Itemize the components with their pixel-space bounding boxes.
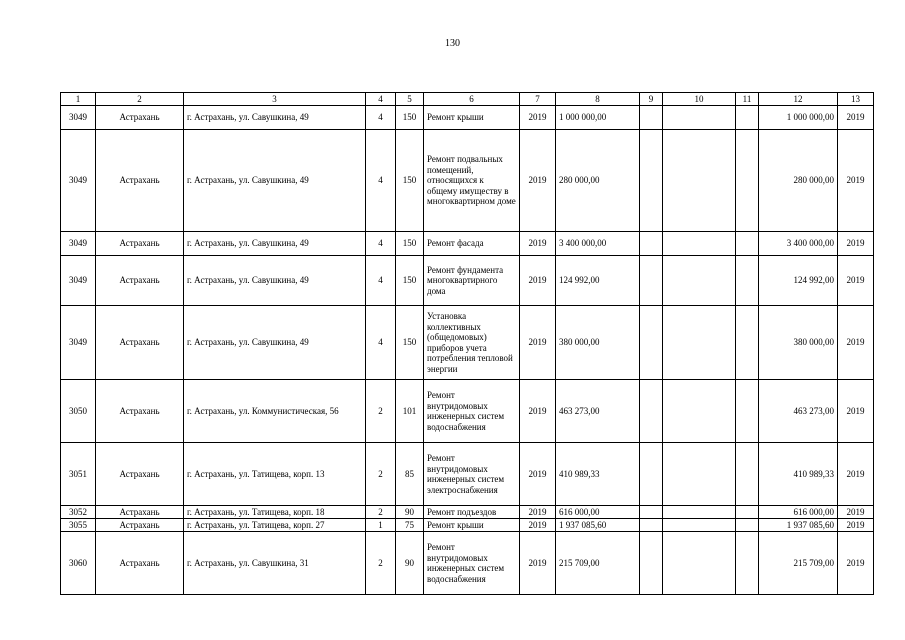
cell-col-9	[640, 443, 663, 506]
cell-floors: 2	[366, 532, 396, 595]
cell-owner-funds: 1 937 085,60	[759, 519, 838, 532]
cell-col-9	[640, 380, 663, 443]
cell-end-year: 2019	[838, 256, 874, 306]
table-row	[61, 532, 874, 595]
cell-year: 2019	[520, 256, 556, 306]
column-header: 5	[396, 93, 424, 106]
table-row	[61, 306, 874, 380]
cell-floors: 4	[366, 306, 396, 380]
column-header: 8	[556, 93, 640, 106]
cell-col-11	[736, 130, 759, 232]
cell-floors: 4	[366, 106, 396, 130]
cell-end-year: 2019	[838, 380, 874, 443]
cell-end-year: 2019	[838, 443, 874, 506]
cell-end-year: 2019	[838, 232, 874, 256]
cell-work-type: Ремонт внутридомовых инженерных систем водоснабжения	[424, 380, 520, 443]
table-row	[61, 106, 874, 130]
cell-col-9	[640, 232, 663, 256]
cell-owner-funds: 410 989,33	[759, 443, 838, 506]
cell-total-cost: 280 000,00	[556, 130, 640, 232]
cell-apartments: 85	[396, 443, 424, 506]
cell-apartments: 150	[396, 306, 424, 380]
cell-col-9	[640, 506, 663, 519]
cell-address: г. Астрахань, ул. Савушкина, 31	[184, 532, 366, 595]
cell-work-type: Ремонт подвальных помещений, относящихся к общему имуществу в многоквартирном доме	[424, 130, 520, 232]
cell-end-year: 2019	[838, 106, 874, 130]
cell-col-11	[736, 106, 759, 130]
cell-object-id: 3052	[61, 506, 96, 519]
cell-address: г. Астрахань, ул. Татищева, корп. 13	[184, 443, 366, 506]
cell-total-cost: 3 400 000,00	[556, 232, 640, 256]
cell-total-cost: 380 000,00	[556, 306, 640, 380]
cell-col-11	[736, 532, 759, 595]
cell-col-11	[736, 232, 759, 256]
cell-col-9	[640, 256, 663, 306]
table-row	[61, 256, 874, 306]
cell-year: 2019	[520, 443, 556, 506]
cell-total-cost: 124 992,00	[556, 256, 640, 306]
table-row	[61, 443, 874, 506]
cell-end-year: 2019	[838, 306, 874, 380]
cell-floors: 2	[366, 506, 396, 519]
column-header: 7	[520, 93, 556, 106]
cell-floors: 2	[366, 380, 396, 443]
cell-object-id: 3050	[61, 380, 96, 443]
cell-work-type: Ремонт внутридомовых инженерных систем электроснабжения	[424, 443, 520, 506]
cell-owner-funds: 215 709,00	[759, 532, 838, 595]
cell-owner-funds: 380 000,00	[759, 306, 838, 380]
cell-municipality: Астрахань	[96, 106, 184, 130]
cell-col-10	[663, 256, 736, 306]
table-row	[61, 232, 874, 256]
cell-col-9	[640, 106, 663, 130]
cell-object-id: 3049	[61, 232, 96, 256]
column-header: 6	[424, 93, 520, 106]
page-number: 130	[445, 38, 460, 49]
cell-address: г. Астрахань, ул. Савушкина, 49	[184, 106, 366, 130]
cell-owner-funds: 3 400 000,00	[759, 232, 838, 256]
cell-municipality: Астрахань	[96, 519, 184, 532]
cell-municipality: Астрахань	[96, 306, 184, 380]
cell-address: г. Астрахань, ул. Татищева, корп. 18	[184, 506, 366, 519]
repair-program-table	[60, 92, 874, 595]
table-body	[61, 106, 874, 595]
cell-col-11	[736, 519, 759, 532]
cell-apartments: 150	[396, 106, 424, 130]
cell-total-cost: 1 000 000,00	[556, 106, 640, 130]
cell-municipality: Астрахань	[96, 256, 184, 306]
cell-col-10	[663, 306, 736, 380]
cell-municipality: Астрахань	[96, 532, 184, 595]
cell-floors: 4	[366, 256, 396, 306]
cell-apartments: 90	[396, 506, 424, 519]
cell-object-id: 3049	[61, 106, 96, 130]
cell-municipality: Астрахань	[96, 232, 184, 256]
column-header: 13	[838, 93, 874, 106]
cell-floors: 4	[366, 130, 396, 232]
cell-address: г. Астрахань, ул. Савушкина, 49	[184, 306, 366, 380]
cell-owner-funds: 1 000 000,00	[759, 106, 838, 130]
cell-work-type: Ремонт крыши	[424, 519, 520, 532]
cell-col-11	[736, 506, 759, 519]
cell-col-9	[640, 130, 663, 232]
table-row	[61, 380, 874, 443]
cell-year: 2019	[520, 130, 556, 232]
cell-end-year: 2019	[838, 532, 874, 595]
cell-floors: 4	[366, 232, 396, 256]
column-header: 12	[759, 93, 838, 106]
cell-work-type: Ремонт фасада	[424, 232, 520, 256]
cell-total-cost: 215 709,00	[556, 532, 640, 595]
cell-object-id: 3055	[61, 519, 96, 532]
cell-object-id: 3049	[61, 256, 96, 306]
cell-object-id: 3049	[61, 130, 96, 232]
cell-col-9	[640, 519, 663, 532]
cell-col-10	[663, 532, 736, 595]
cell-year: 2019	[520, 106, 556, 130]
column-header: 4	[366, 93, 396, 106]
table-row	[61, 519, 874, 532]
cell-col-10	[663, 519, 736, 532]
column-header: 2	[96, 93, 184, 106]
cell-apartments: 150	[396, 232, 424, 256]
cell-apartments: 90	[396, 532, 424, 595]
cell-year: 2019	[520, 519, 556, 532]
cell-total-cost: 616 000,00	[556, 506, 640, 519]
cell-address: г. Астрахань, ул. Савушкина, 49	[184, 256, 366, 306]
cell-col-10	[663, 106, 736, 130]
cell-end-year: 2019	[838, 506, 874, 519]
cell-municipality: Астрахань	[96, 380, 184, 443]
cell-address: г. Астрахань, ул. Савушкина, 49	[184, 130, 366, 232]
cell-col-10	[663, 130, 736, 232]
cell-municipality: Астрахань	[96, 443, 184, 506]
cell-floors: 1	[366, 519, 396, 532]
cell-apartments: 150	[396, 130, 424, 232]
cell-total-cost: 410 989,33	[556, 443, 640, 506]
column-header: 1	[61, 93, 96, 106]
cell-col-10	[663, 443, 736, 506]
cell-col-9	[640, 532, 663, 595]
cell-total-cost: 463 273,00	[556, 380, 640, 443]
cell-work-type: Ремонт крыши	[424, 106, 520, 130]
table-row	[61, 506, 874, 519]
cell-owner-funds: 616 000,00	[759, 506, 838, 519]
column-header: 3	[184, 93, 366, 106]
cell-year: 2019	[520, 380, 556, 443]
cell-col-10	[663, 380, 736, 443]
cell-end-year: 2019	[838, 519, 874, 532]
cell-col-11	[736, 443, 759, 506]
cell-municipality: Астрахань	[96, 130, 184, 232]
cell-address: г. Астрахань, ул. Коммунистическая, 56	[184, 380, 366, 443]
cell-apartments: 150	[396, 256, 424, 306]
cell-work-type: Ремонт подъездов	[424, 506, 520, 519]
cell-object-id: 3051	[61, 443, 96, 506]
column-header: 9	[640, 93, 663, 106]
cell-total-cost: 1 937 085,60	[556, 519, 640, 532]
column-number-row	[61, 93, 874, 106]
cell-col-11	[736, 306, 759, 380]
cell-work-type: Установка коллективных (общедомовых) приборов учета потребления тепловой энергии	[424, 306, 520, 380]
cell-end-year: 2019	[838, 130, 874, 232]
cell-owner-funds: 280 000,00	[759, 130, 838, 232]
cell-year: 2019	[520, 532, 556, 595]
cell-address: г. Астрахань, ул. Савушкина, 49	[184, 232, 366, 256]
cell-apartments: 75	[396, 519, 424, 532]
cell-work-type: Ремонт внутридомовых инженерных систем водоснабжения	[424, 532, 520, 595]
cell-address: г. Астрахань, ул. Татищева, корп. 27	[184, 519, 366, 532]
cell-year: 2019	[520, 306, 556, 380]
cell-work-type: Ремонт фундамента многоквартирного дома	[424, 256, 520, 306]
cell-col-10	[663, 232, 736, 256]
cell-floors: 2	[366, 443, 396, 506]
cell-object-id: 3049	[61, 306, 96, 380]
table-row	[61, 130, 874, 232]
cell-col-11	[736, 256, 759, 306]
column-header: 11	[736, 93, 759, 106]
cell-col-10	[663, 506, 736, 519]
cell-year: 2019	[520, 232, 556, 256]
cell-owner-funds: 463 273,00	[759, 380, 838, 443]
cell-object-id: 3060	[61, 532, 96, 595]
cell-col-11	[736, 380, 759, 443]
column-header: 10	[663, 93, 736, 106]
cell-col-9	[640, 306, 663, 380]
cell-apartments: 101	[396, 380, 424, 443]
cell-year: 2019	[520, 506, 556, 519]
cell-owner-funds: 124 992,00	[759, 256, 838, 306]
cell-municipality: Астрахань	[96, 506, 184, 519]
